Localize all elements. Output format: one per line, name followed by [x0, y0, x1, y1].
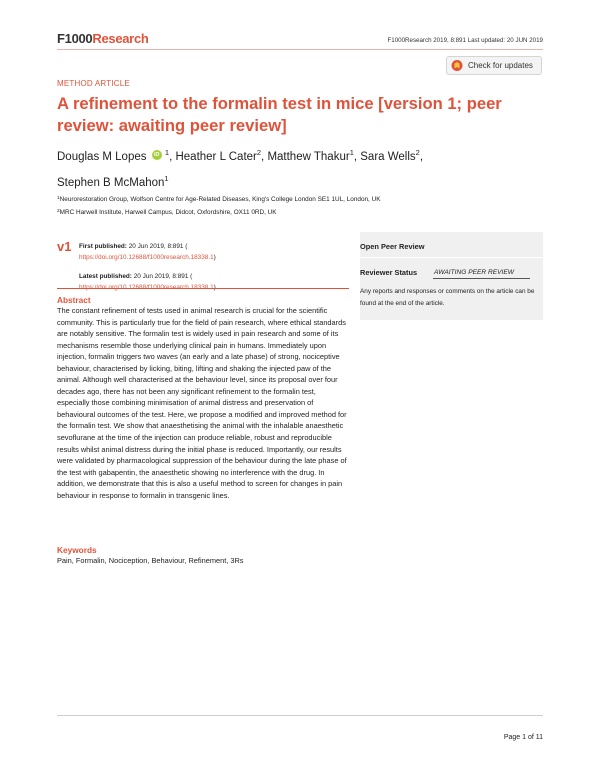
author-affiliation-sup: 2 [256, 148, 262, 157]
header-divider [57, 49, 543, 50]
publication-divider [57, 288, 349, 289]
journal-logo: F1000Research [57, 31, 149, 46]
abstract-text: The constant refinement of tests used in animal research is crucial for the scientific community. This is particularly true for the field of pain research, where ethical standards are notably sensitive. The formalin test is widely used in pain research and some of its mechanisms resemble those underlying clinical pain in humans. Immediately upon injection, formalin triggers two waves (an early and a late phase) of strong, nociceptive behaviour, characterised by licking, biting, lifting and shaking the injected paw of the animal. Although well characterised at the behaviour level, since its proposal over four decades ago, there has not been any significant refinement to the formalin test, especially those combining minimisation of animal distress and preservation of behavioural outcomes of the test. Here, we propose a modified and improved method for the formalin test. We show that anaesthetising the animal with the inhalable anaesthetic sevoflurane at the time of the injection can produce reliable, robust and reproducible results whilst animal distress during the initial phase is reduced. Importantly, our results were validated by pharmacological suppression of the behaviour during the late phase of the test with gabapentin, the anaesthetic showing no interference with the drug. In addition, we demonstrate that this is also a useful method to screen for changes in pain behaviour in response to formalin in transgenic lines. [57, 306, 347, 500]
article-type: METHOD ARTICLE [57, 79, 130, 88]
author-name: Douglas M Lopes [57, 151, 147, 163]
author-name: Stephen B McMahon [57, 177, 165, 189]
first-published-doi-link[interactable]: https://doi.org/10.12688/f1000research.18338.1 [79, 254, 214, 261]
affiliation-item: $^2$MRC Harwell Institute, Harwell Campus, Didcot, Oxfordshire, OX11 0RD, UK [57, 209, 277, 216]
page-number: Page 1 of 11 [503, 734, 543, 741]
author-name: Matthew Thakur [267, 151, 350, 163]
publication-info [79, 241, 349, 293]
keywords-text: Pain, Formalin, Nociception, Behaviour, Refinement, 3Rs [57, 556, 244, 565]
affiliation-item: $^1$Neurorestoration Group, Wolfson Centre for Age-Related Diseases, King's College London SE1 1UL, London, UK [57, 196, 381, 203]
author-affiliation-sup: 2 [415, 148, 420, 157]
peer-review-divider [360, 257, 543, 258]
author-affiliation-sup: 1 [164, 148, 170, 157]
first-published: First published: 20 Jun 2019, 8:891 ( https://doi.org/10.12688/f1000research.18338.1) [79, 243, 216, 261]
author-affiliation-sup: 1 [349, 148, 354, 157]
orcid-icon[interactable]: iD [152, 150, 162, 160]
article-title: A refinement to the formalin test in mice [version 1; peer review: awaiting peer review] [57, 94, 502, 135]
header-citation: F1000Research 2019, 8:891 Last updated: 20 JUN 2019 [387, 37, 543, 44]
reviewer-status-label: Reviewer Status [360, 268, 418, 277]
footer-divider [57, 715, 543, 716]
author-affiliation-sup: 1 [164, 174, 169, 183]
reviewer-status-underline [433, 278, 530, 279]
check-updates-icon [451, 59, 463, 72]
author-name: Sara Wells [360, 151, 416, 163]
author-list: Douglas M Lopes iD $^1$, Heather L Cater$^2$, Matthew Thakur$^1$, Sara Wells$^2$, Stephen B McMahon$^1$ [57, 148, 424, 189]
author-name: Heather L Cater [175, 151, 257, 163]
check-for-updates-button[interactable] [446, 56, 542, 75]
keywords-heading: Keywords [57, 545, 97, 555]
check-updates-label: Check for updates [468, 61, 533, 70]
latest-published: Latest published: 20 Jun 2019, 8:891 ( [79, 271, 349, 293]
peer-review-note: Any reports and responses or comments on the article can be found at the end of the article. [360, 288, 535, 307]
affiliations [57, 193, 381, 219]
reviewer-status-value: AWAITING PEER REVIEW [434, 269, 514, 276]
version-badge: v1 [57, 239, 72, 254]
abstract-heading: Abstract [57, 295, 91, 305]
open-peer-review-title: Open Peer Review [360, 242, 425, 251]
